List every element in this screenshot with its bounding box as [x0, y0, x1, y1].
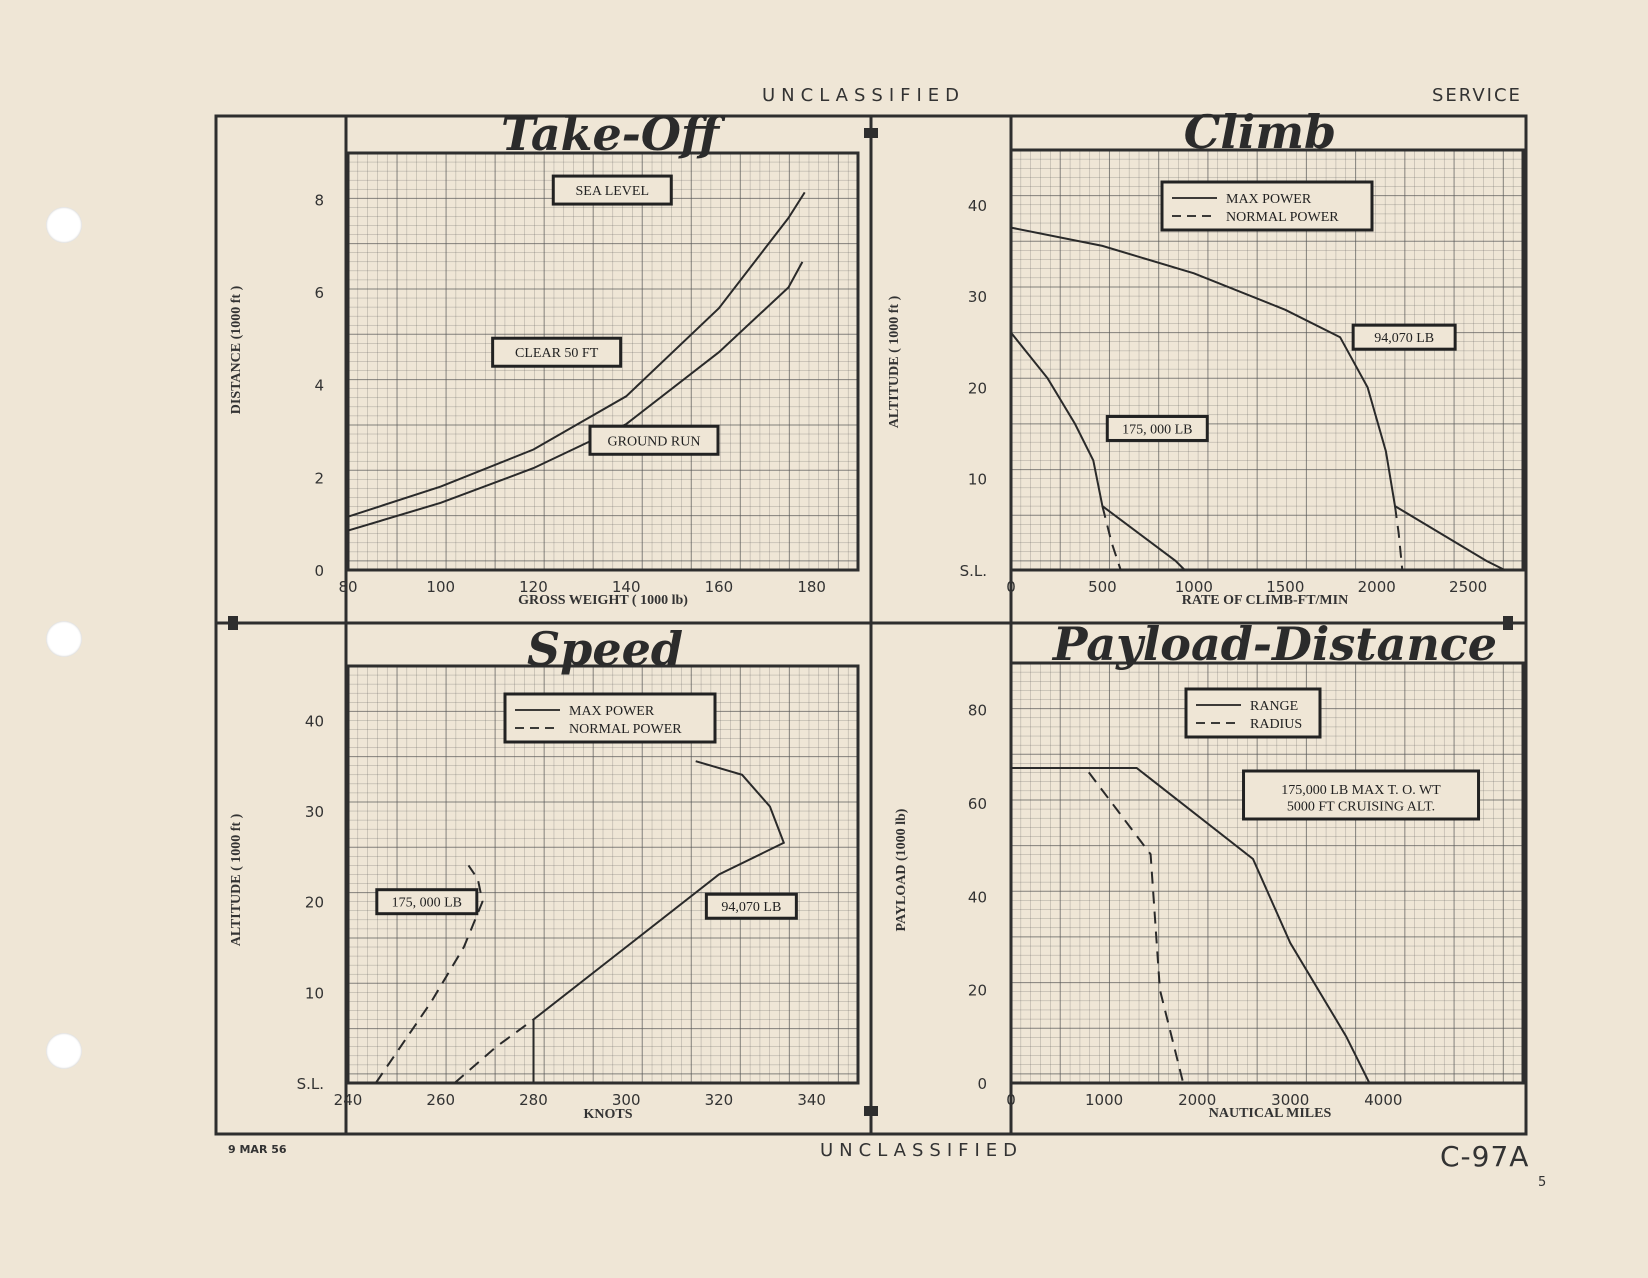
- y-tick-label: 80: [967, 701, 987, 720]
- annotation-label: 94,070 LB: [1374, 331, 1435, 347]
- x-tick-label: 80: [338, 578, 358, 596]
- legend-label: MAX POWER: [1226, 192, 1312, 207]
- x-tick-label: 1000: [1084, 1091, 1124, 1109]
- footer-model: C-97A: [1440, 1140, 1530, 1173]
- x-tick-label: 260: [426, 1091, 456, 1109]
- y-tick-label: 0: [314, 562, 324, 580]
- x-tick-label: 2000: [1178, 1091, 1217, 1109]
- x-tick-label: 320: [704, 1091, 734, 1109]
- y-tick-label: 40: [304, 712, 324, 731]
- y-tick-label: 4: [314, 376, 324, 395]
- x-tick-label: 0: [1006, 578, 1016, 596]
- x-tick-label: 4000: [1364, 1091, 1403, 1109]
- y-tick-label: 10: [304, 984, 324, 1003]
- legend-label: MAX POWER: [569, 704, 655, 719]
- x-tick-label: 240: [333, 1091, 363, 1109]
- annotation-label: 175, 000 LB: [391, 895, 463, 911]
- y-tick-label: 30: [967, 288, 987, 307]
- annotation-label: GROUND RUN: [607, 434, 701, 450]
- y-tick-label: 30: [304, 803, 324, 822]
- y-axis-label: ALTITUDE ( 1000 ft ): [887, 295, 902, 429]
- legend-label: NORMAL POWER: [569, 722, 682, 737]
- x-tick-label: 280: [519, 1091, 548, 1109]
- y-tick-label: 0: [977, 1075, 987, 1093]
- x-tick-label: 160: [704, 578, 734, 596]
- x-axis-label: GROSS WEIGHT ( 1000 lb): [518, 593, 688, 608]
- y-axis-label: PAYLOAD (1000 lb): [894, 808, 909, 932]
- legend-label: RANGE: [1250, 699, 1299, 714]
- y-tick-label: 20: [304, 893, 324, 912]
- header-classification: UNCLASSIFIED: [762, 85, 966, 106]
- x-tick-label: 0: [1006, 1091, 1016, 1109]
- x-tick-label: 2000: [1357, 578, 1396, 596]
- y-axis-label: DISTANCE (1000 ft ): [229, 285, 244, 415]
- page-number: 5: [1538, 1175, 1547, 1190]
- x-tick-label: 340: [797, 1091, 826, 1109]
- y-tick-label: 2: [314, 469, 324, 488]
- series-line: [1011, 768, 1183, 1083]
- x-axis-label: NAUTICAL MILES: [1208, 1106, 1332, 1121]
- x-tick-label: 100: [426, 578, 456, 596]
- footer-classification: UNCLASSIFIED: [820, 1140, 1024, 1161]
- x-tick-label: 2500: [1449, 578, 1488, 596]
- y-tick-label: 10: [967, 470, 987, 489]
- x-tick-label: 180: [797, 578, 826, 596]
- annotation-label: 175,000 LB MAX T. O. WT: [1281, 783, 1441, 798]
- x-tick-label: 120: [519, 578, 548, 596]
- chart-title: Take-Off: [501, 107, 719, 161]
- annotation-label: 94,070 LB: [721, 900, 782, 916]
- y-tick-label: 60: [967, 795, 987, 813]
- x-tick-label: 300: [611, 1091, 641, 1109]
- chart-title: Speed: [526, 622, 684, 676]
- y-tick-label: 8: [314, 191, 324, 210]
- annotation-label: 5000 FT CRUISING ALT.: [1286, 799, 1436, 815]
- y-tick-label: 40: [967, 888, 987, 907]
- chart-title: Payload-Distance: [1052, 617, 1498, 671]
- x-tick-label: 1500: [1266, 578, 1305, 596]
- x-axis-label: KNOTS: [583, 1107, 633, 1122]
- y-axis-label: ALTITUDE ( 1000 ft ): [229, 813, 244, 947]
- y-tick-label: 40: [967, 196, 987, 215]
- footer-date: 9 MAR 56: [228, 1143, 287, 1156]
- annotation-label: SEA LEVEL: [575, 184, 650, 200]
- header-service: SERVICE: [1432, 85, 1522, 106]
- x-tick-label: 1000: [1174, 578, 1213, 596]
- legend-label: NORMAL POWER: [1226, 210, 1339, 225]
- y-tick-label: 20: [967, 379, 987, 398]
- x-tick-label: 500: [1088, 578, 1117, 596]
- y-tick-label: 20: [967, 981, 987, 1000]
- y-tick-label: 6: [314, 284, 324, 302]
- y-tick-label: S.L.: [959, 562, 987, 580]
- chart-title: Climb: [1183, 105, 1337, 159]
- x-tick-label: 3000: [1271, 1091, 1310, 1109]
- y-tick-label: S.L.: [296, 1075, 324, 1093]
- annotation-label: 175, 000 LB: [1122, 422, 1193, 438]
- annotation-label: CLEAR 50 FT: [515, 346, 599, 362]
- legend-label: RADIUS: [1250, 717, 1303, 732]
- x-axis-label: RATE OF CLIMB-FT/MIN: [1181, 593, 1349, 608]
- x-tick-label: 140: [611, 578, 641, 596]
